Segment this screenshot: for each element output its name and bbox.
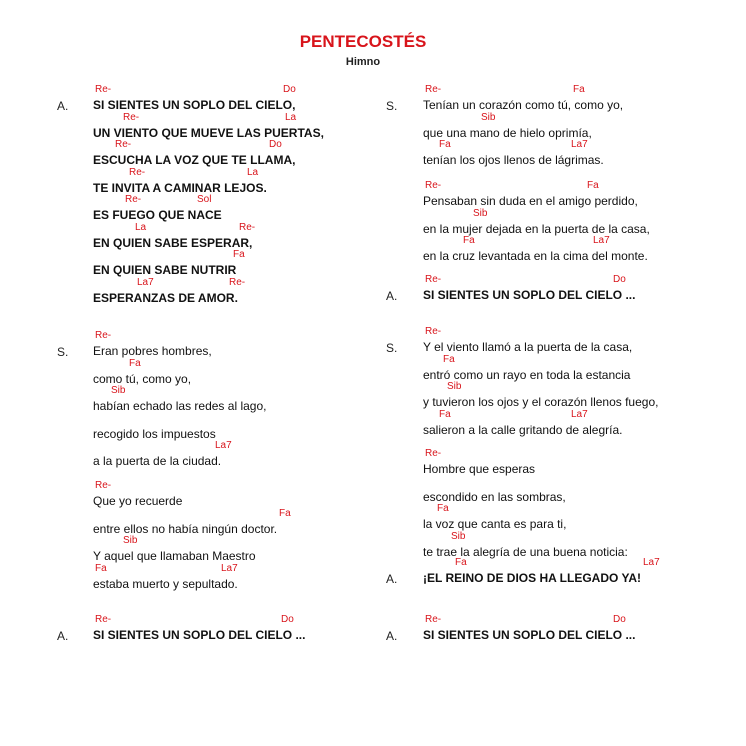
song-title: PENTECOSTÉS <box>299 32 427 51</box>
lyric-text: salieron a la calle gritando de alegría. <box>423 422 623 437</box>
stanza-marker: A. <box>386 629 398 643</box>
song-subtitle: Himno <box>345 56 381 68</box>
lyric-text: y tuvieron los ojos y el corazón llenos fuego, <box>423 395 659 409</box>
chord-label: Re- <box>115 139 132 150</box>
chord-label: La7 <box>643 557 660 568</box>
lyric-text: Eran pobres hombres, <box>93 344 212 358</box>
chord-label: Re- <box>95 614 112 625</box>
chord-label: Fa <box>439 408 451 420</box>
lyric-text: UN VIENTO QUE MUEVE LAS PUERTAS, <box>93 125 324 140</box>
stanza-marker: A. <box>386 289 398 303</box>
chord-label: Re- <box>95 84 112 95</box>
chord-label: Re- <box>425 614 442 625</box>
lyric-text: a la puerta de la ciudad. <box>93 454 222 468</box>
chord-label: Sol <box>197 194 212 205</box>
chord-label: Re- <box>95 330 112 341</box>
lyric-text: Hombre que esperas <box>423 462 536 476</box>
chord-label: Do <box>269 139 282 150</box>
stanza-marker: S. <box>386 341 398 355</box>
chord-label: La7 <box>137 276 154 288</box>
chord-label: Sib <box>451 530 466 542</box>
chord-label: La7 <box>593 235 610 246</box>
lyric-text: SI SIENTES UN SOPLO DEL CIELO ... <box>423 288 636 302</box>
chord-label: Sib <box>481 111 496 123</box>
chord-label: Fa <box>463 235 475 246</box>
lyric-text: entró como un rayo en toda la estancia <box>423 367 631 382</box>
lyric-text: EN QUIEN SABE ESPERAR, <box>93 235 253 250</box>
chord-label: Re- <box>425 448 442 459</box>
chord-label: Fa <box>129 357 141 369</box>
lyric-text: TE INVITA A CAMINAR LEJOS. <box>93 180 267 195</box>
lyric-text: Y aquel que llamaban Maestro <box>93 549 256 563</box>
lyric-text: ES FUEGO QUE NACE <box>93 208 222 222</box>
chord-label: La <box>285 111 297 123</box>
chord-label: Fa <box>233 249 245 260</box>
lyric-text: que una mano de hielo oprimía, <box>423 125 592 140</box>
stanza-marker: A. <box>57 629 69 643</box>
chord-label: La7 <box>221 562 238 574</box>
chord-label: Do <box>281 614 294 625</box>
chord-label: Do <box>283 84 296 95</box>
chord-label: Fa <box>437 503 449 514</box>
lyric-text: en la mujer dejada en la puerta de la casa, <box>423 221 650 236</box>
chord-label: Re- <box>123 111 140 123</box>
stanza-marker: A. <box>386 572 398 586</box>
lyric-text: EN QUIEN SABE NUTRIR <box>93 263 237 277</box>
chord-label: Sib <box>447 381 462 392</box>
lyric-text: Pensaban sin duda en el amigo perdido, <box>423 194 638 208</box>
lyric-text: habían echado las redes al lago, <box>93 399 267 413</box>
lyric-text: ESPERANZAS DE AMOR. <box>93 290 238 305</box>
lyric-text: SI SIENTES UN SOPLO DEL CIELO ... <box>93 628 306 642</box>
lyric-text: escondido en las sombras, <box>423 489 566 504</box>
chord-label: Re- <box>425 180 442 191</box>
lyric-text: recogido los impuestos <box>93 426 216 441</box>
chord-label: Re- <box>95 480 112 491</box>
chord-label: Re- <box>425 326 442 337</box>
chord-label: Do <box>613 614 626 625</box>
chord-label: La <box>135 221 147 233</box>
chord-label: La <box>247 166 259 178</box>
lyric-text: ¡EL REINO DE DIOS HA LLEGADO YA! <box>423 571 642 585</box>
lyric-text: te trae la alegría de una buena noticia: <box>423 544 628 559</box>
chord-label: Re- <box>129 166 146 178</box>
chord-label: Sib <box>473 207 488 219</box>
lyric-text: Tenían un corazón como tú, como yo, <box>423 98 624 112</box>
chord-label: Fa <box>95 562 107 574</box>
lyric-text: tenían los ojos llenos de lágrimas. <box>423 153 604 167</box>
stanza-marker: S. <box>57 345 69 359</box>
chord-label: Re- <box>229 276 246 288</box>
lyric-text: SI SIENTES UN SOPLO DEL CIELO ... <box>423 628 636 642</box>
chord-label: Fa <box>443 353 455 365</box>
lyric-text: SI SIENTES UN SOPLO DEL CIELO, <box>93 98 296 112</box>
stanza-marker: A. <box>57 99 69 113</box>
chord-label: Fa <box>587 180 599 191</box>
chord-label: Re- <box>125 194 142 205</box>
chord-label: Re- <box>425 274 442 285</box>
chord-label: Fa <box>573 84 585 95</box>
chord-label: Re- <box>425 84 442 95</box>
chord-label: La7 <box>215 440 232 451</box>
stanza-marker: S. <box>386 99 398 113</box>
lyric-text: Que yo recuerde <box>93 494 183 508</box>
lyric-text: estaba muerto y sepultado. <box>93 576 238 591</box>
chord-label: La7 <box>571 408 588 420</box>
chord-label: Re- <box>239 221 256 233</box>
chord-label: Fa <box>279 507 291 519</box>
lyric-text: como tú, como yo, <box>93 371 192 386</box>
chord-label: La7 <box>571 139 588 150</box>
chord-label: Fa <box>439 139 451 150</box>
lyric-text: en la cruz levantada en la cima del monte. <box>423 249 648 263</box>
lyric-text: entre ellos no había ningún doctor. <box>93 521 278 536</box>
chord-label: Sib <box>123 535 138 546</box>
chord-label: Do <box>613 274 626 285</box>
chord-label: Sib <box>111 385 126 396</box>
chord-label: Fa <box>455 557 467 568</box>
lyric-text: Y el viento llamó a la puerta de la casa, <box>423 340 633 354</box>
lyric-text: la voz que canta es para ti, <box>423 517 567 531</box>
lyric-text: ESCUCHA LA VOZ QUE TE LLAMA, <box>93 153 296 167</box>
